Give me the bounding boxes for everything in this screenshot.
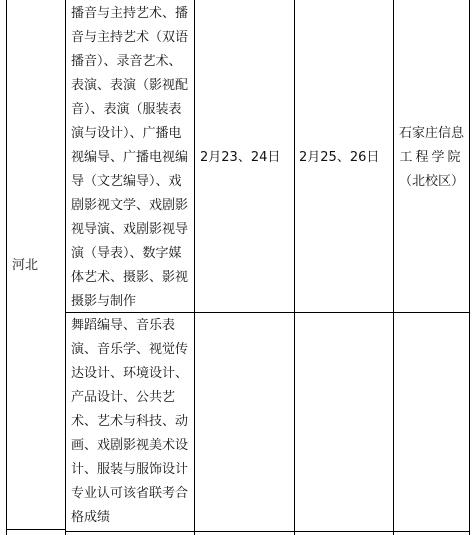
table-border-right — [469, 0, 470, 535]
row-divider-bottom-full — [65, 531, 470, 532]
major-text-line: 音与主持艺术（双语 — [71, 30, 189, 45]
major-text-line: 视编导、广播电视编 — [71, 150, 189, 165]
major-text-line: 演与设计）、广播电 — [71, 126, 182, 141]
column-divider-date-2 — [393, 0, 394, 535]
table-border-left — [6, 0, 7, 535]
major-text-line: 表演、表演（影视配 — [71, 78, 189, 93]
major-text-line: 播音）、录音艺术、 — [71, 54, 182, 69]
column-divider-province — [65, 0, 66, 535]
location-line: （北校区） — [398, 174, 464, 189]
province-cell: 河北 — [12, 258, 39, 273]
major-text-line: 产品设计、公共艺 — [71, 390, 176, 405]
major-text-line: 音）、表演（服装表 — [71, 102, 182, 117]
major-text-line: 专业认可该省联考合 — [71, 486, 189, 501]
major-text-line: 摄影与制作 — [71, 294, 137, 309]
major-text-line: 演（导表）、数字媒 — [71, 246, 182, 261]
major-text-line: 剧影视文学、戏剧影 — [71, 198, 189, 213]
exam-date-2: 2月25、26日 — [299, 150, 380, 165]
major-text-line: 计、服装与服饰设计 — [71, 462, 189, 477]
column-divider-date-1 — [294, 0, 295, 535]
major-text-line: 格成绩 — [71, 510, 111, 525]
major-text-line: 画、戏剧影视美术设 — [71, 438, 189, 453]
major-text-line: 播音与主持艺术、播 — [71, 6, 189, 21]
major-text-line: 术、艺术与科技、动 — [71, 414, 189, 429]
major-text-line: 舞蹈编导、音乐表 — [71, 318, 176, 333]
exam-date-1: 2月23、24日 — [200, 150, 281, 165]
major-text-line: 体艺术、摄影、影视 — [71, 270, 189, 285]
location-line: 石家庄信息 — [398, 126, 464, 141]
column-divider-major — [194, 0, 195, 535]
major-text-line: 达设计、环境设计、 — [71, 366, 189, 381]
major-text-line: 演、音乐学、视觉传 — [71, 342, 189, 357]
row-divider-bottom-partial — [6, 529, 65, 530]
major-text-line: 视导演、戏剧影视导 — [71, 222, 189, 237]
location-line: 工程学院 — [399, 150, 464, 165]
major-text-line: 导（文艺编导）、戏 — [71, 174, 182, 189]
